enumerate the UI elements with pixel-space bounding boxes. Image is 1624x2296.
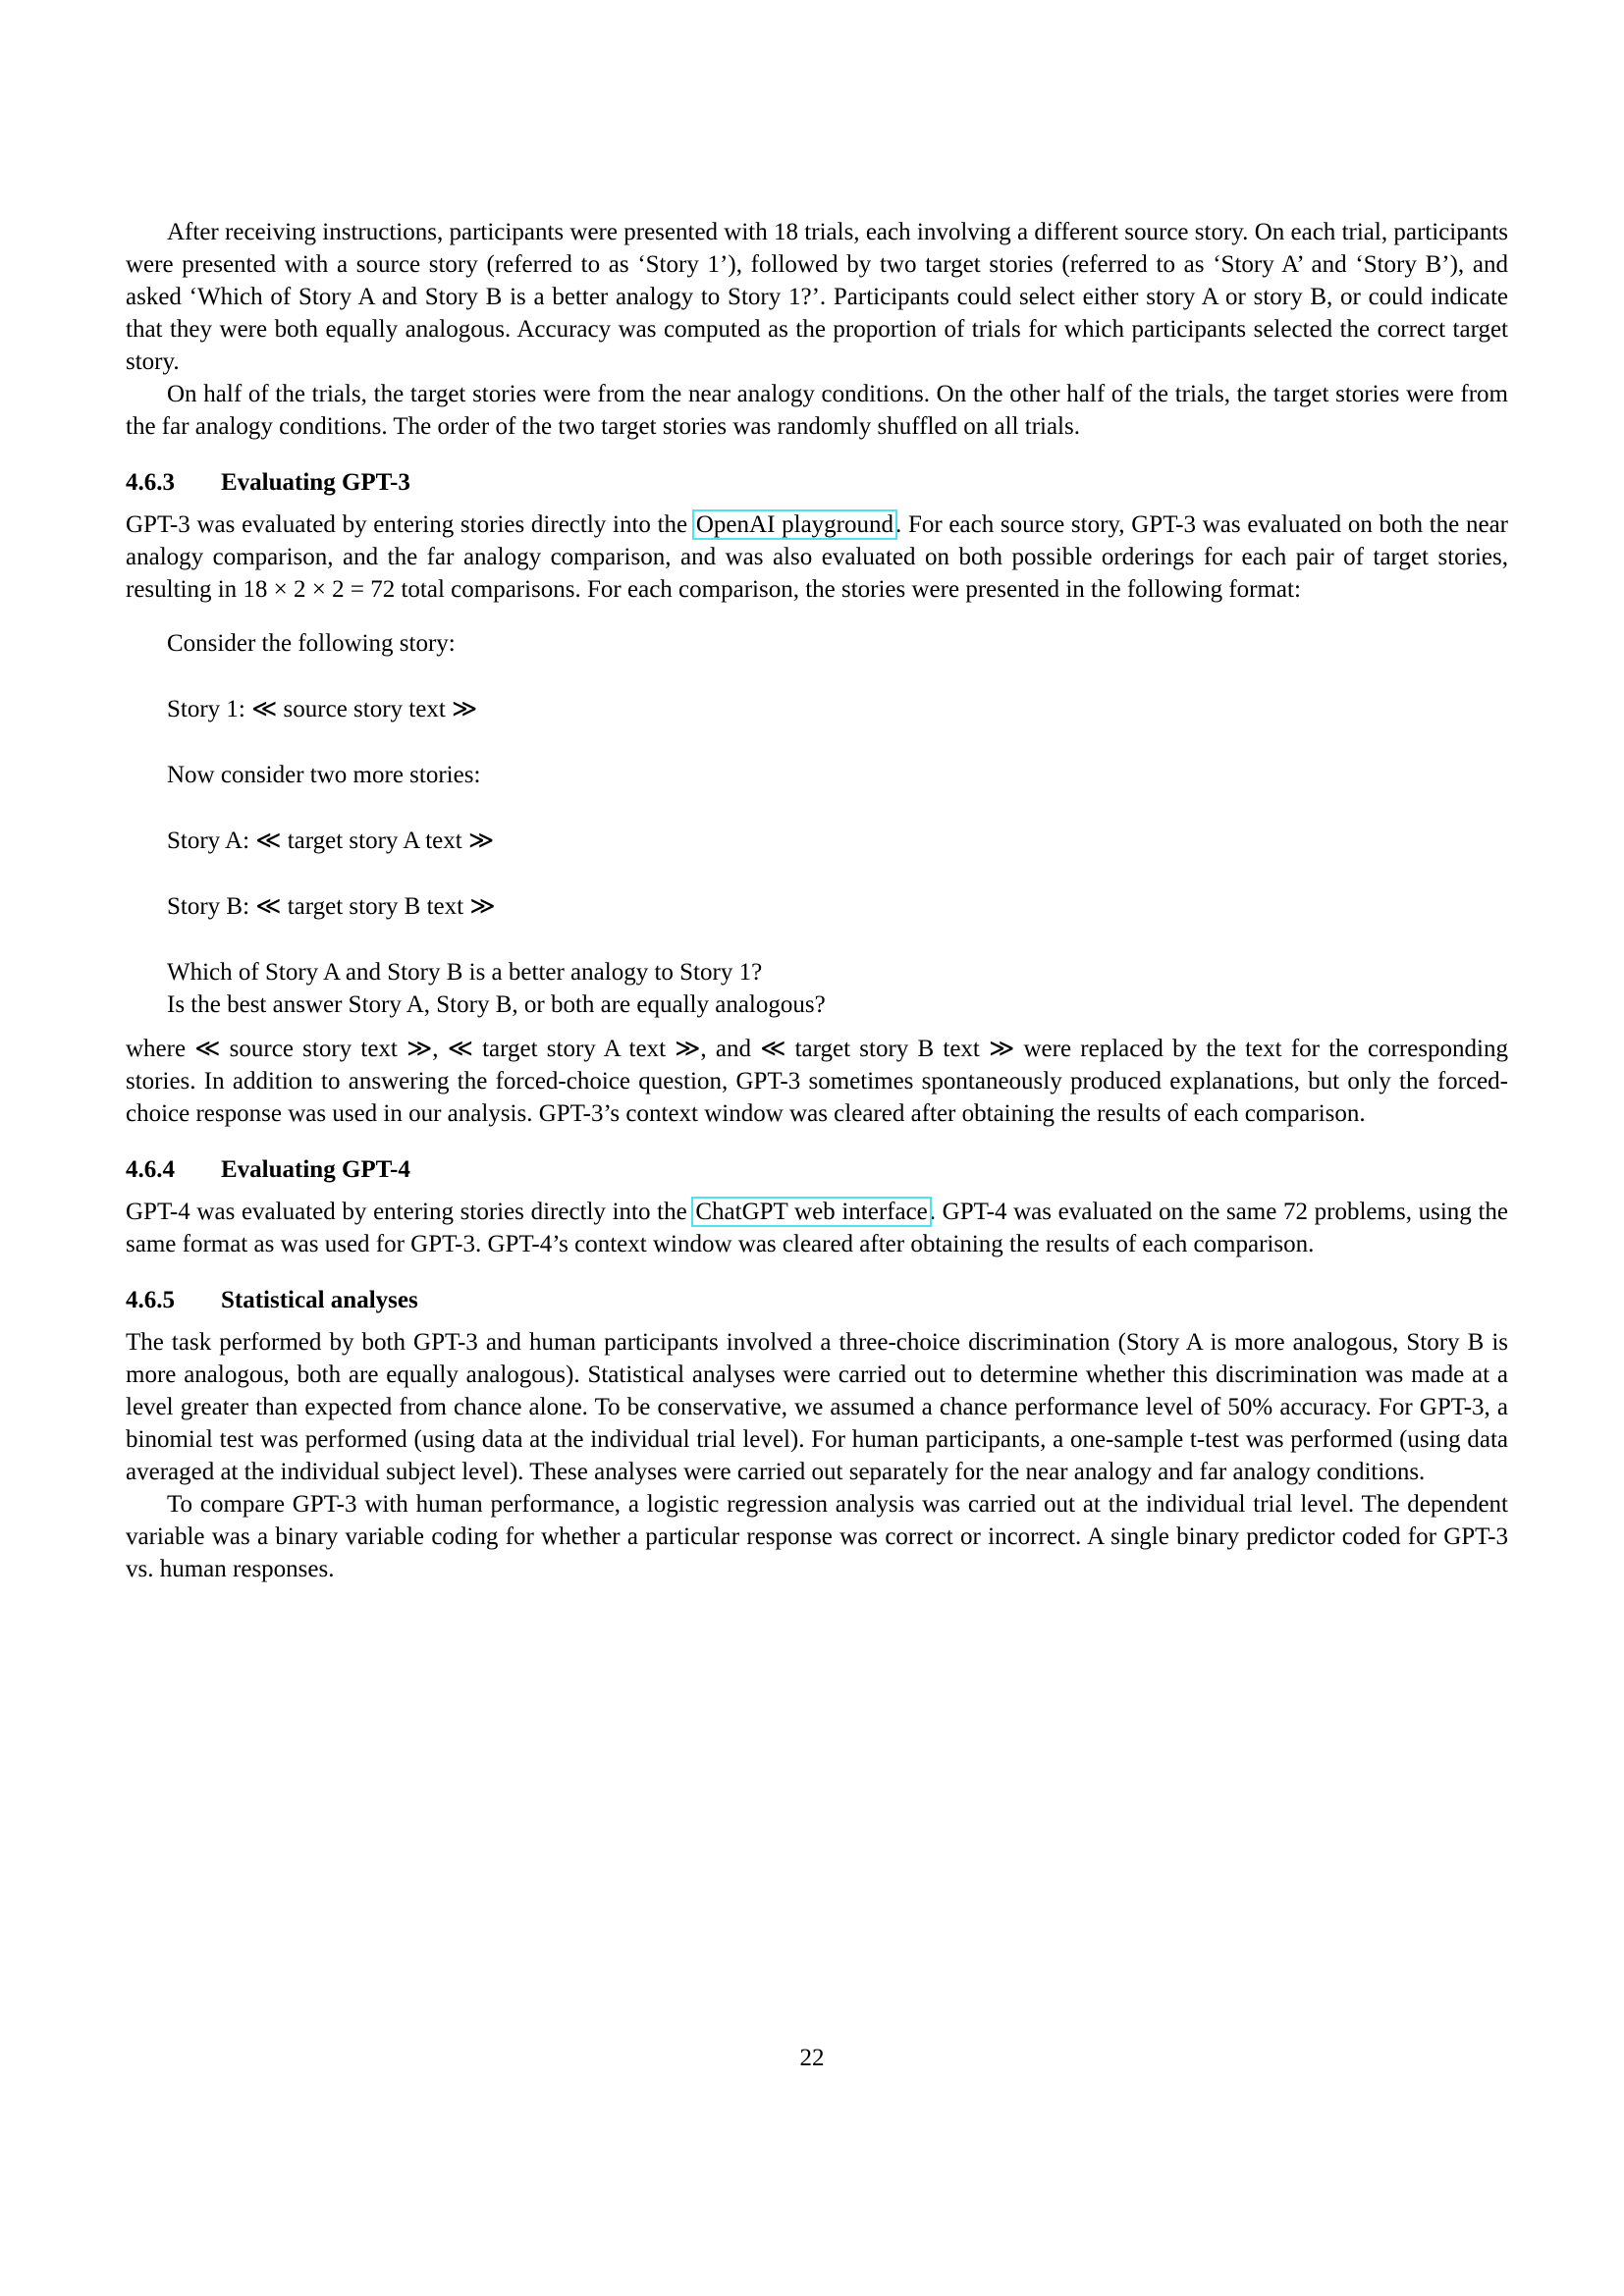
section-number: 4.6.5 [126, 1287, 175, 1313]
section-heading-4-6-5 [126, 1284, 1508, 1316]
openai-playground-link[interactable]: OpenAI playground [695, 511, 893, 538]
text-run: GPT-3 was evaluated by entering stories directly into the [126, 511, 694, 538]
paragraph-statistical-analyses: The task performed by both GPT-3 and human participants involved a three-choice discrimination (Story A is more analogous, Story B is more analogous, both are equally analogous). Statistical analyses were carried out to determine whether this discrimination was made at a level greater than expected from chance alone. To be conservative, we assumed a chance performance level of 50% accuracy. For GPT-3, a binomial test was performed (using data at the individual trial level). For human participants, a one-sample t-test was performed (using data averaged at the individual subject level). These analyses were carried out separately for the near analogy and far analogy conditions. [126, 1329, 1508, 1485]
section-title: Evaluating GPT-4 [221, 1156, 410, 1183]
section-heading-4-6-4 [126, 1153, 1508, 1186]
page-number: 22 [799, 2045, 825, 2071]
text-run: . For each source story, GPT-3 was evaluated on both the near analogy comparison, and the far analogy comparison, and was also evaluated on both possible orderings for each pair of target stories, resulting in 18 × 2 × 2 = 72 total comparisons. For each comparison, the stories were presented in the following format: [126, 511, 1508, 603]
prompt-format-block [126, 627, 1508, 1021]
text-run: . GPT-4 was evaluated on the same 72 problems, using the same format as was used for GPT-3. GPT-4’s context window was cleared after obtaining the results of each comparison. [126, 1199, 1508, 1257]
section-heading-4-6-3 [126, 466, 1508, 499]
section-title: Evaluating GPT-3 [221, 469, 410, 496]
paragraph-evaluating-gpt4 [126, 1196, 1508, 1260]
paragraph-logistic-regression: To compare GPT-3 with human performance, a logistic regression analysis was carried out at the individual trial level. The dependent variable was a binary variable coding for whether a particular response was correct or incorrect. A single binary predictor coded for GPT-3 vs. human responses. [126, 1491, 1508, 1582]
body-text [126, 216, 1508, 1585]
prompt-line: Consider the following story: [167, 630, 456, 657]
prompt-line: Is the best answer Story A, Story B, or both are equally analogous? [167, 991, 826, 1018]
chatgpt-web-interface-link[interactable]: ChatGPT web interface [695, 1199, 928, 1225]
prompt-line: Which of Story A and Story B is a better analogy to Story 1? [167, 959, 763, 986]
paragraph-evaluating-gpt3 [126, 508, 1508, 606]
prompt-line: Story B: ≪ target story B text ≫ [167, 893, 496, 920]
prompt-line: Now consider two more stories: [167, 762, 481, 788]
section-number: 4.6.3 [126, 469, 175, 496]
paragraph-half-trials: On half of the trials, the target stories were from the near analogy conditions. On the other half of the trials, the target stories were from the far analogy conditions. The order of the two target stories was randomly shuffled on all trials. [126, 381, 1508, 440]
text-run: GPT-4 was evaluated by entering stories directly into the [126, 1199, 694, 1225]
prompt-line: Story A: ≪ target story A text ≫ [167, 828, 495, 854]
section-number: 4.6.4 [126, 1156, 175, 1183]
section-title: Statistical analyses [221, 1287, 418, 1313]
prompt-line: Story 1: ≪ source story text ≫ [167, 696, 478, 722]
paragraph-placeholder-explanation: where ≪ source story text ≫, ≪ target story A text ≫, and ≪ target story B text ≫ were replaced by the text for the corresponding stories. In addition to answering the forced-choice question, GPT-3 sometimes spontaneously produced explanations, but only the forced-choice response was used in our analysis. GPT-3’s context window was cleared after obtaining the results of each comparison. [126, 1036, 1508, 1127]
paragraph-trials-intro: After receiving instructions, participants were presented with 18 trials, each involving a different source story. On each trial, participants were presented with a source story (referred to as ‘Story 1’), followed by two target stories (referred to as ‘Story A’ and ‘Story B’), and asked ‘Which of Story A and Story B is a better analogy to Story 1?’. Participants could select either story A or story B, or could indicate that they were both equally analogous. Accuracy was computed as the proportion of trials for which participants selected the correct target story. [126, 219, 1508, 375]
